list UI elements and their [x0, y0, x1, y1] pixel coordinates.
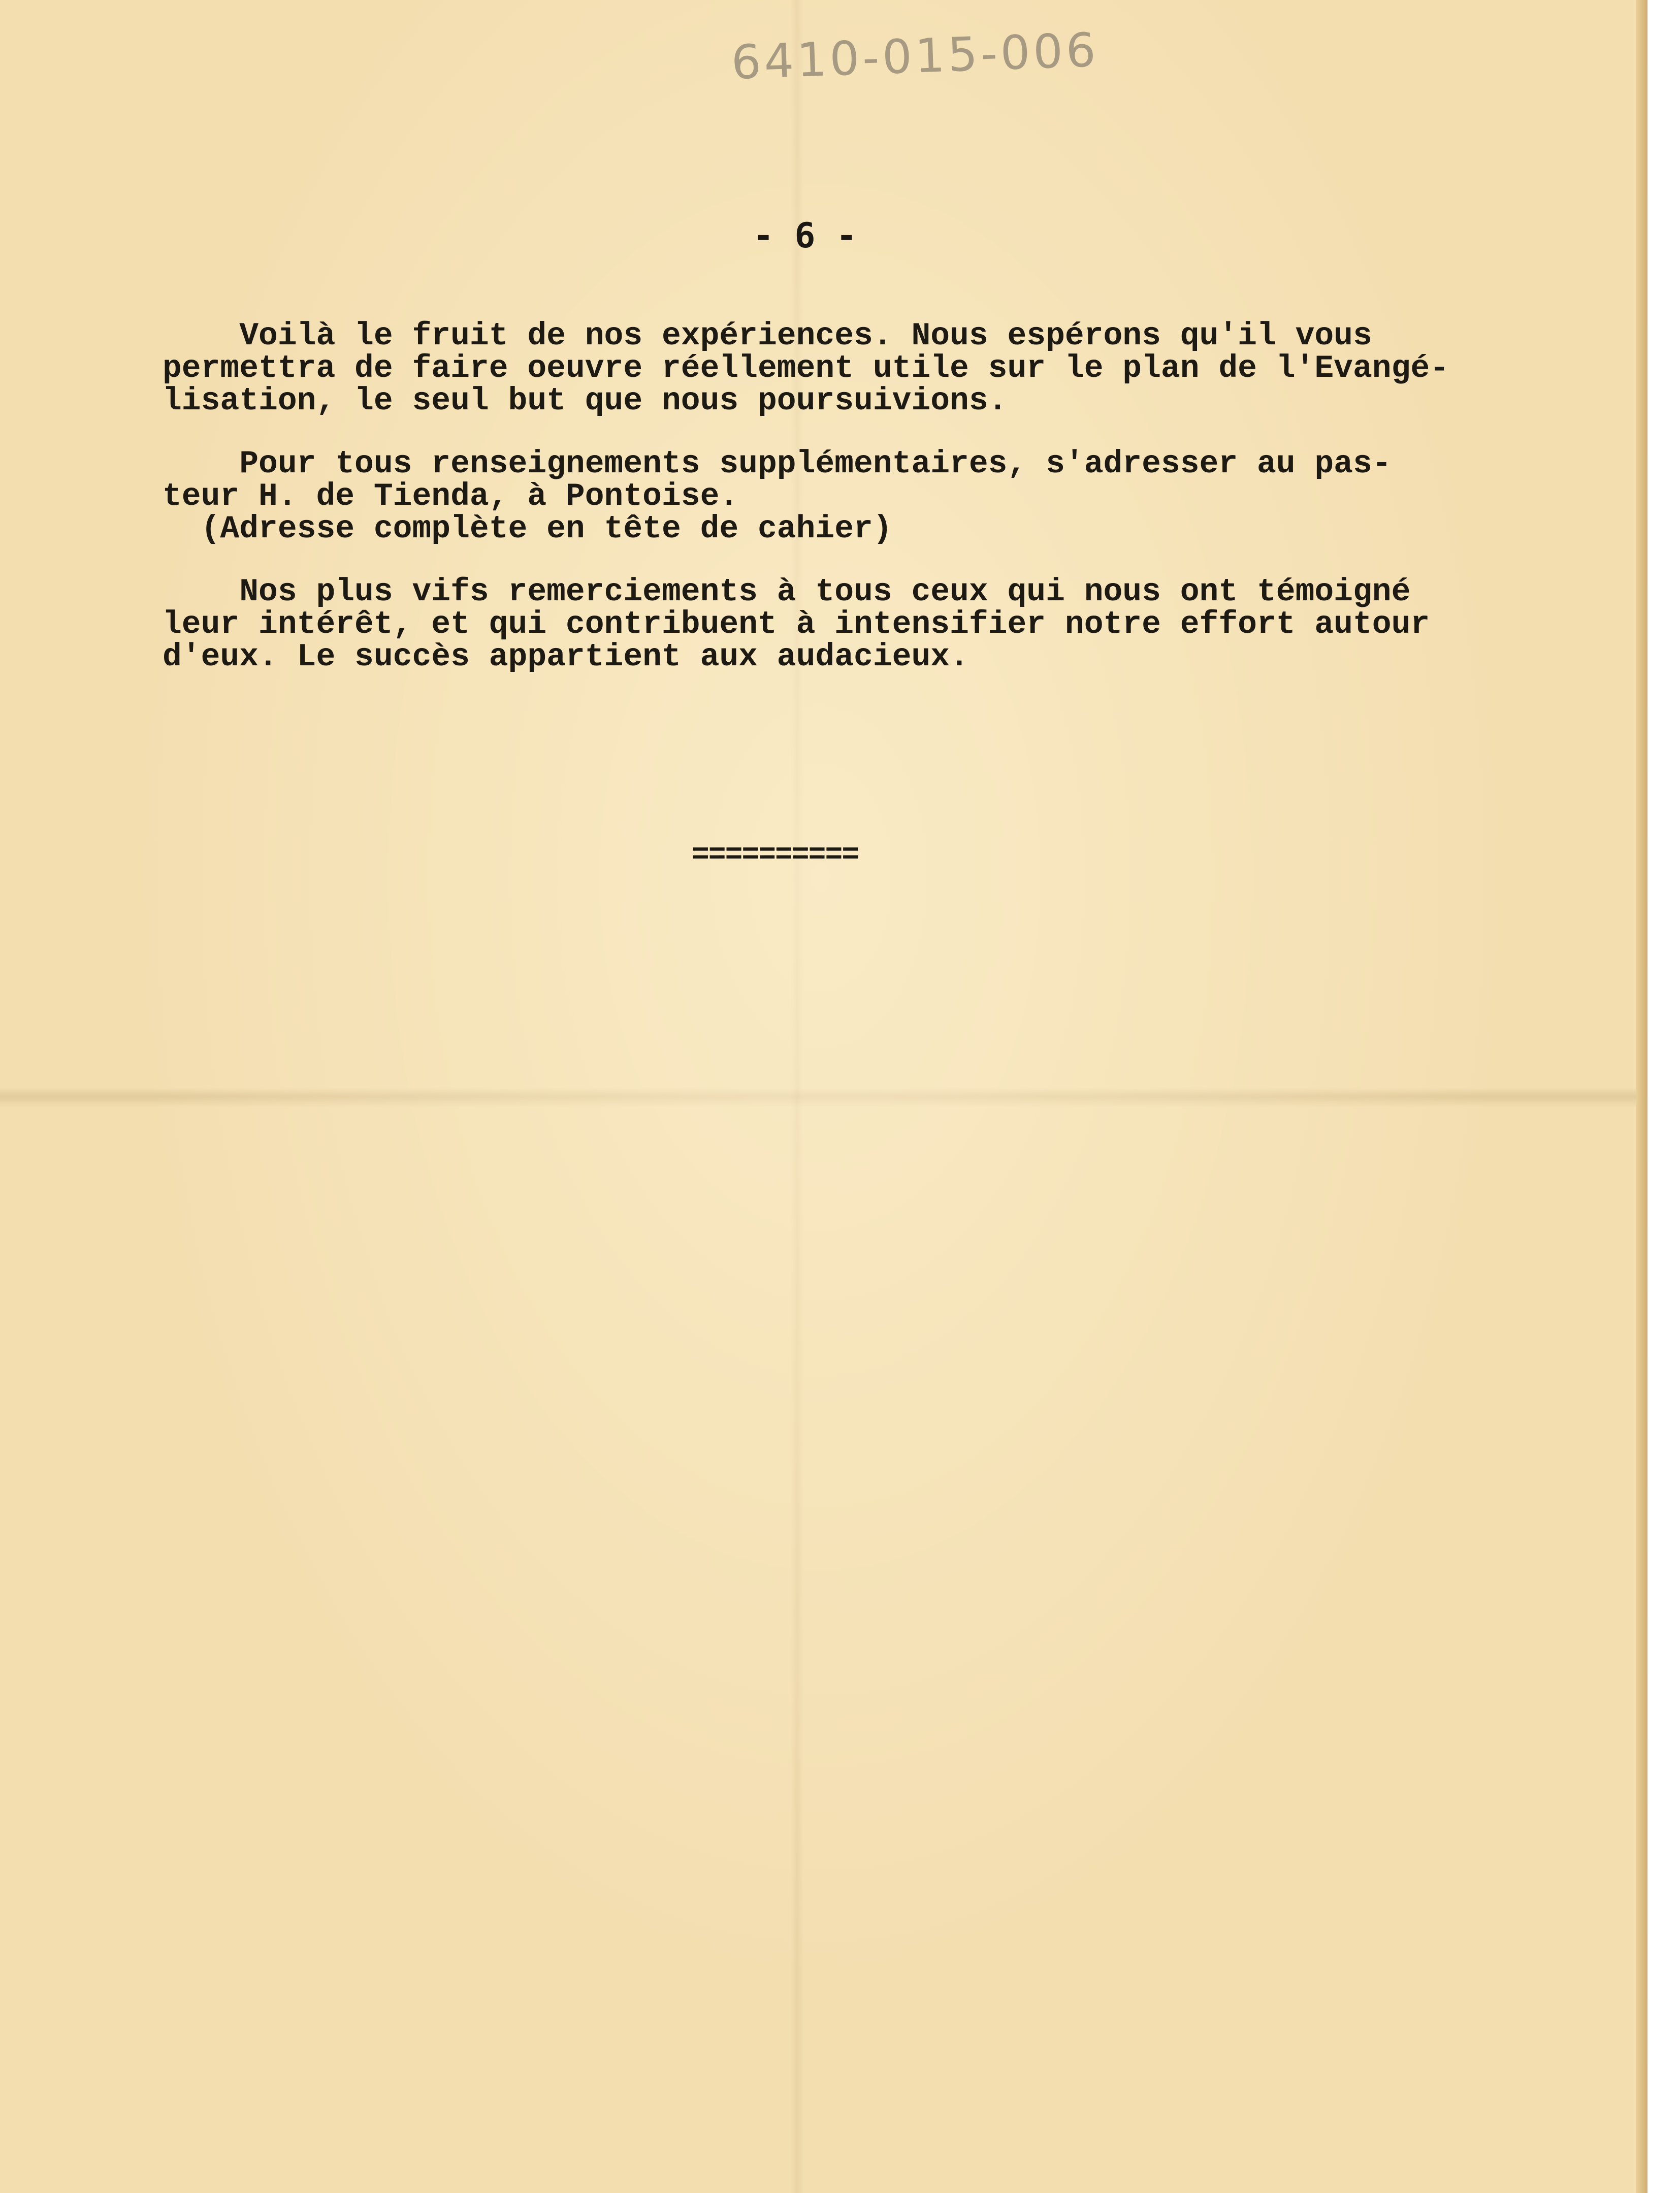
archive-reference-handwritten: 6410-015-006 [730, 22, 1100, 90]
paragraph-thanks [163, 576, 1574, 673]
paragraph-conclusion [163, 320, 1574, 417]
text-line: leur intérêt, et qui contribuent à intensifier notre effort autour [163, 606, 1430, 642]
text-line: teur H. de Tienda, à Pontoise. [163, 478, 739, 514]
text-line: Pour tous renseignements supplémentaires, s'adresser au pas- [163, 446, 1392, 482]
text-line: d'eux. Le succès appartient aux audacieux. [163, 639, 969, 675]
section-separator: ========== [692, 839, 859, 872]
text-line: permettra de faire oeuvre réellement utile sur le plan de l'Evangé- [163, 350, 1449, 386]
text-line: lisation, le seul but que nous poursuivions. [163, 383, 1008, 419]
page-number: - 6 - [753, 216, 857, 256]
text-line: Nos plus vifs remerciements à tous ceux qui nous ont témoigné [163, 574, 1411, 610]
paper-edge [1636, 0, 1647, 2193]
text-line: (Adresse complète en tête de cahier) [163, 511, 892, 547]
paragraph-contact [163, 448, 1574, 545]
document-body [163, 320, 1574, 704]
text-line: Voilà le fruit de nos expériences. Nous espérons qu'il vous [163, 318, 1372, 354]
